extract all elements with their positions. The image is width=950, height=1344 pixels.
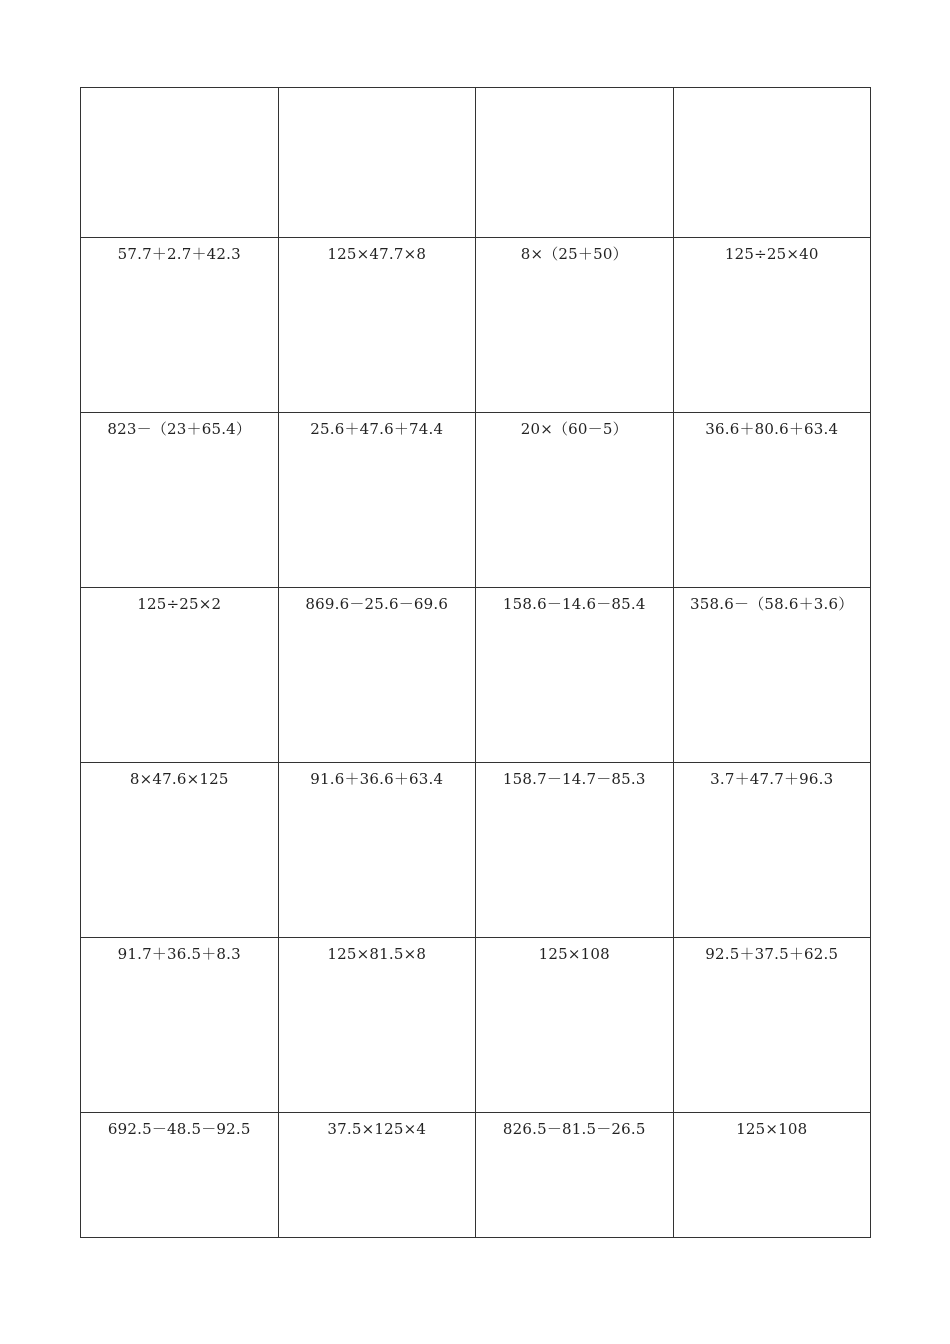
problem-cell — [673, 763, 871, 938]
problem-text: 125×47.7×8 — [327, 245, 427, 263]
problem-cell — [476, 588, 674, 763]
problem-text: 158.7－14.7－85.3 — [502, 770, 646, 788]
table-row — [81, 88, 871, 238]
problem-cell — [81, 1113, 279, 1238]
problem-cell — [81, 938, 279, 1113]
problem-text: 125÷25×2 — [137, 595, 222, 613]
problem-cell — [278, 938, 476, 1113]
problem-text: 125×108 — [736, 1120, 808, 1138]
problem-text: 125×81.5×8 — [327, 945, 427, 963]
problem-text: 125÷25×40 — [724, 245, 819, 263]
problem-cell — [673, 413, 871, 588]
problem-cell — [476, 763, 674, 938]
problem-text: 25.6＋47.6＋74.4 — [310, 420, 444, 438]
table-row — [81, 1113, 871, 1238]
problem-cell — [476, 938, 674, 1113]
problem-text: 8×（25＋50） — [520, 245, 628, 263]
table-row — [81, 413, 871, 588]
problem-text: 125×108 — [538, 945, 610, 963]
problem-text: 91.6＋36.6＋63.4 — [310, 770, 444, 788]
problem-cell — [278, 588, 476, 763]
problem-text: 57.7＋2.7＋42.3 — [117, 245, 241, 263]
blank-cell — [476, 88, 674, 238]
problem-cell — [673, 1113, 871, 1238]
problem-cell — [81, 763, 279, 938]
problem-text: 37.5×125×4 — [327, 1120, 427, 1138]
problem-cell — [81, 413, 279, 588]
blank-cell — [81, 88, 279, 238]
table-row — [81, 588, 871, 763]
table-row — [81, 938, 871, 1113]
problem-cell — [278, 238, 476, 413]
problem-text: 36.6＋80.6＋63.4 — [705, 420, 839, 438]
problem-cell — [278, 763, 476, 938]
problem-text: 8×47.6×125 — [129, 770, 229, 788]
problem-cell — [278, 1113, 476, 1238]
problem-text: 826.5－81.5－26.5 — [502, 1120, 646, 1138]
problem-text: 92.5＋37.5＋62.5 — [705, 945, 839, 963]
arithmetic-worksheet-table — [80, 87, 871, 1238]
problem-cell — [81, 588, 279, 763]
problem-cell — [673, 588, 871, 763]
problem-text: 91.7＋36.5＋8.3 — [117, 945, 241, 963]
problem-text: 869.6－25.6－69.6 — [305, 595, 449, 613]
problem-text: 358.6－（58.6＋3.6） — [690, 595, 854, 613]
table-row — [81, 763, 871, 938]
blank-cell — [673, 88, 871, 238]
problem-cell — [278, 413, 476, 588]
problem-cell — [81, 238, 279, 413]
problem-text: 692.5－48.5－92.5 — [107, 1120, 251, 1138]
problem-cell — [673, 238, 871, 413]
problem-text: 823－（23＋65.4） — [107, 420, 252, 438]
table-row — [81, 238, 871, 413]
problem-text: 3.7＋47.7＋96.3 — [710, 770, 834, 788]
problem-text: 20×（60－5） — [520, 420, 628, 438]
problem-cell — [673, 938, 871, 1113]
problem-cell — [476, 413, 674, 588]
problem-text: 158.6－14.6－85.4 — [502, 595, 646, 613]
problem-cell — [476, 238, 674, 413]
problem-cell — [476, 1113, 674, 1238]
blank-cell — [278, 88, 476, 238]
